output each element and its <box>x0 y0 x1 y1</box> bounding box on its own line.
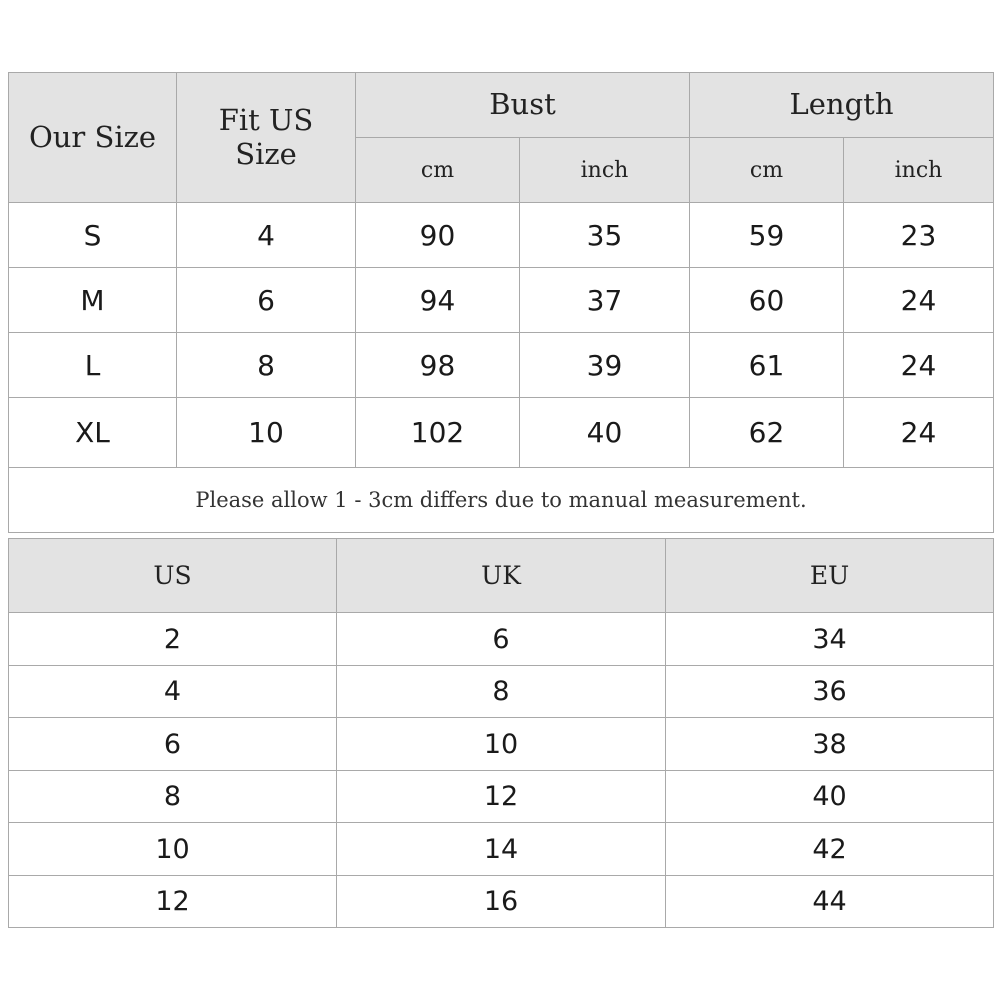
header-eu: EU <box>666 539 994 613</box>
table-row <box>9 771 994 823</box>
table-row <box>9 268 994 333</box>
cell-length-cm: 62 <box>690 398 844 468</box>
header-bust-cm: cm <box>356 138 520 203</box>
measurement-note: Please allow 1 - 3cm differs due to manual measurement. <box>9 468 994 533</box>
cell-length-inch: 23 <box>844 203 994 268</box>
table-row <box>9 203 994 268</box>
cell-our-size: M <box>9 268 177 333</box>
header-bust: Bust <box>356 73 690 138</box>
size-chart-table <box>8 72 994 533</box>
cell-length-inch: 24 <box>844 398 994 468</box>
table-row <box>9 398 994 468</box>
cell-bust-inch: 37 <box>520 268 690 333</box>
header-uk: UK <box>337 539 666 613</box>
table-row <box>9 666 994 718</box>
cell-uk: 14 <box>337 823 666 876</box>
table-row <box>9 613 994 666</box>
header-us: US <box>9 539 337 613</box>
header-fit-us-size: Fit US Size <box>177 73 356 203</box>
cell-our-size: L <box>9 333 177 398</box>
header-length: Length <box>690 73 994 138</box>
cell-uk: 10 <box>337 718 666 771</box>
cell-us: 8 <box>9 771 337 823</box>
table-row <box>9 823 994 876</box>
cell-uk: 8 <box>337 666 666 718</box>
cell-us: 6 <box>9 718 337 771</box>
cell-bust-cm: 102 <box>356 398 520 468</box>
cell-fit-us: 10 <box>177 398 356 468</box>
table-row <box>9 876 994 928</box>
cell-bust-inch: 39 <box>520 333 690 398</box>
cell-us: 2 <box>9 613 337 666</box>
cell-uk: 12 <box>337 771 666 823</box>
cell-uk: 6 <box>337 613 666 666</box>
table-row <box>9 718 994 771</box>
cell-us: 4 <box>9 666 337 718</box>
header-length-cm: cm <box>690 138 844 203</box>
cell-us: 12 <box>9 876 337 928</box>
cell-eu: 44 <box>666 876 994 928</box>
cell-fit-us: 6 <box>177 268 356 333</box>
cell-eu: 36 <box>666 666 994 718</box>
size-conversion-table <box>8 538 994 928</box>
header-bust-inch: inch <box>520 138 690 203</box>
cell-length-cm: 59 <box>690 203 844 268</box>
header-length-inch: inch <box>844 138 994 203</box>
cell-our-size: S <box>9 203 177 268</box>
cell-bust-cm: 98 <box>356 333 520 398</box>
header-our-size: Our Size <box>9 73 177 203</box>
cell-bust-inch: 40 <box>520 398 690 468</box>
cell-bust-cm: 94 <box>356 268 520 333</box>
cell-eu: 34 <box>666 613 994 666</box>
cell-length-cm: 60 <box>690 268 844 333</box>
cell-eu: 38 <box>666 718 994 771</box>
cell-fit-us: 8 <box>177 333 356 398</box>
cell-our-size: XL <box>9 398 177 468</box>
cell-uk: 16 <box>337 876 666 928</box>
cell-fit-us: 4 <box>177 203 356 268</box>
cell-bust-inch: 35 <box>520 203 690 268</box>
cell-us: 10 <box>9 823 337 876</box>
cell-length-inch: 24 <box>844 333 994 398</box>
cell-eu: 42 <box>666 823 994 876</box>
cell-bust-cm: 90 <box>356 203 520 268</box>
cell-eu: 40 <box>666 771 994 823</box>
cell-length-inch: 24 <box>844 268 994 333</box>
cell-length-cm: 61 <box>690 333 844 398</box>
table-row <box>9 333 994 398</box>
